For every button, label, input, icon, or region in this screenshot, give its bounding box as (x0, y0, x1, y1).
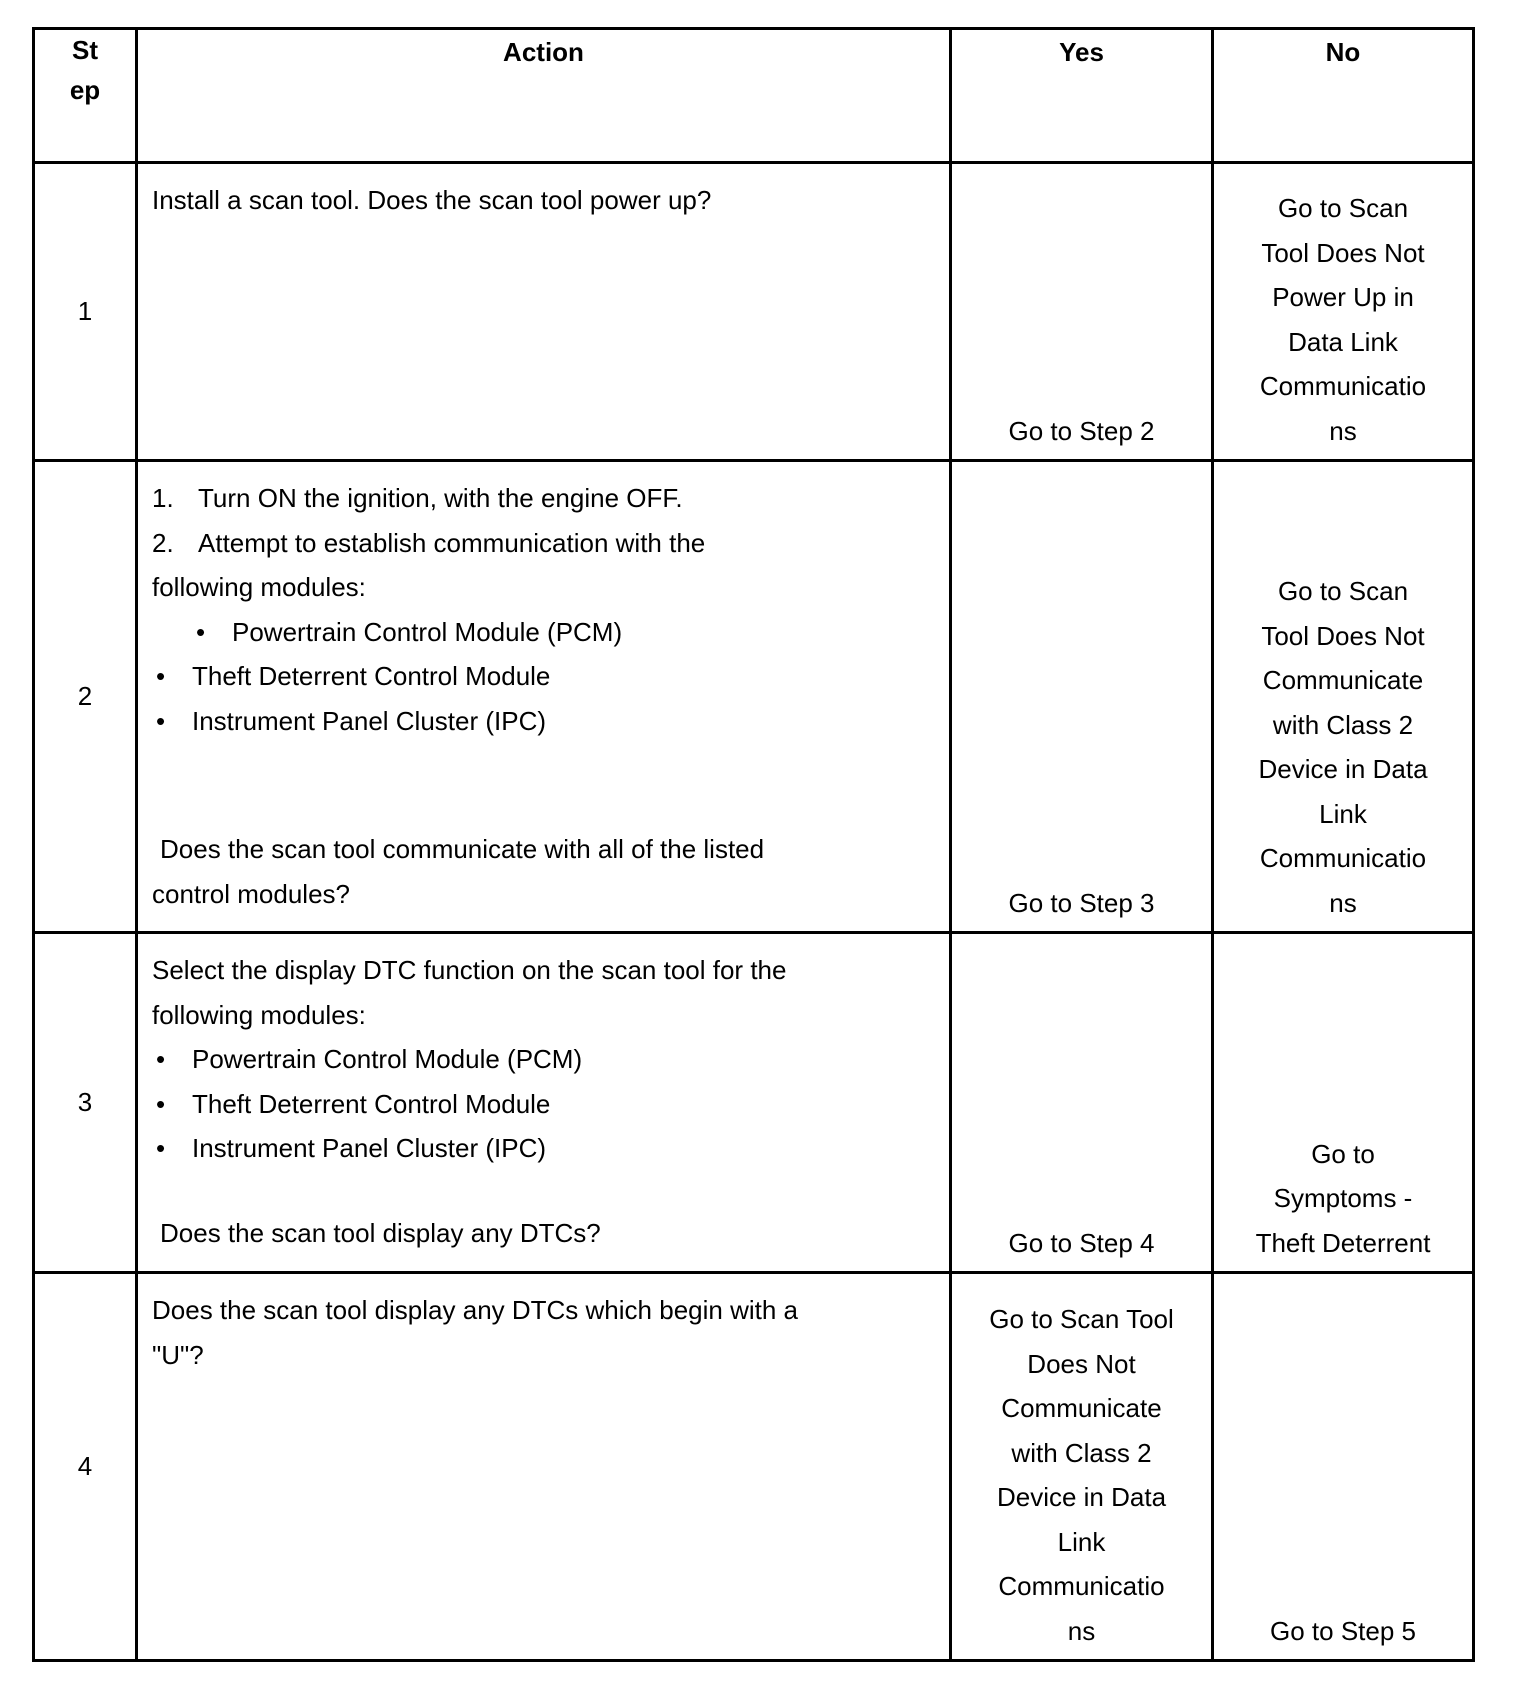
yes-cell[interactable] (951, 1273, 1213, 1661)
header-step-line1: St (72, 35, 98, 65)
bullet-text: Instrument Panel Cluster (IPC) (192, 1133, 547, 1163)
no-link[interactable]: Go to Step 5 (1270, 1615, 1416, 1646)
no-link-line: Link (1319, 798, 1367, 829)
bullet-item (152, 1126, 935, 1171)
no-link-line: ns (1329, 887, 1357, 918)
no-link-line: with Class 2 (1272, 709, 1414, 740)
continuation-text: following modules: (152, 572, 366, 602)
question-text: Does the scan tool display any DTCs? (160, 1217, 601, 1248)
intro-text: Select the display DTC function on the scan tool for the (152, 955, 787, 985)
no-link-line: Communicatio (1259, 843, 1427, 873)
bullet-text: Theft Deterrent Control Module (192, 661, 551, 691)
yes-link-line: Communicate (1001, 1393, 1162, 1423)
no-cell (1213, 1273, 1474, 1661)
yes-link-line: Does Not (1027, 1348, 1136, 1379)
table-row-step-1 (34, 163, 1474, 461)
diagnostic-table (32, 27, 1475, 1662)
table-row-step-2 (34, 461, 1474, 933)
bullet-item (152, 654, 935, 699)
item-number: 2. (152, 527, 174, 558)
item-number: 1. (152, 483, 174, 513)
bullet-item (152, 610, 935, 655)
yes-link-line: Link (1057, 1526, 1106, 1557)
question-text: control modules? (152, 878, 350, 909)
action-text: "U"? (152, 1339, 204, 1370)
no-link-line: Go to Scan (1277, 193, 1409, 223)
step-number: 3 (34, 933, 137, 1273)
action-text: Does the scan tool display any DTCs which begin with a (152, 1295, 798, 1325)
bullet-item (152, 699, 935, 744)
no-link-line: Tool Does Not (1261, 237, 1425, 268)
bullet-icon: • (156, 1088, 166, 1119)
header-row (34, 29, 1474, 163)
no-link-line: Tool Does Not (1261, 620, 1425, 651)
bullet-text: Powertrain Control Module (PCM) (192, 1044, 583, 1074)
no-link-line: Power Up in (1272, 282, 1414, 312)
no-cell[interactable] (1213, 933, 1474, 1273)
yes-link-line: Go to Scan Tool (989, 1304, 1174, 1334)
action-cell (137, 461, 951, 933)
bullet-icon: • (156, 1133, 166, 1163)
item-text: Attempt to establish communication with the (198, 527, 706, 558)
yes-cell (951, 163, 1213, 461)
spacer (152, 743, 935, 827)
bullet-icon: • (196, 616, 206, 647)
action-text: Install a scan tool. Does the scan tool power up? (152, 185, 712, 215)
intro-text: following modules: (152, 999, 366, 1030)
yes-link[interactable]: Go to Step 3 (1008, 887, 1155, 918)
spacer (152, 1171, 935, 1211)
yes-link[interactable]: Go to Step 4 (1008, 1227, 1155, 1258)
no-link-line: Communicatio (1259, 371, 1427, 401)
no-link-line: Theft Deterrent (1255, 1227, 1431, 1258)
yes-link-line: Device in Data (996, 1482, 1167, 1512)
no-link-line: Device in Data (1258, 754, 1428, 784)
bullet-icon: • (156, 705, 166, 736)
no-link-line: Go to Scan (1277, 576, 1409, 606)
no-link-line: Go to (1311, 1138, 1375, 1169)
yes-cell (951, 461, 1213, 933)
no-link-line: Communicate (1262, 665, 1424, 695)
yes-cell (951, 933, 1213, 1273)
header-step-line2: ep (69, 75, 101, 105)
numbered-item (152, 476, 935, 521)
action-cell (137, 933, 951, 1273)
yes-link[interactable]: Go to Step 2 (1008, 415, 1155, 446)
numbered-item (152, 521, 935, 566)
header-no: No (1213, 29, 1474, 163)
no-link-line: Symptoms - (1273, 1183, 1413, 1213)
bullet-item (152, 1082, 935, 1127)
header-step (34, 29, 137, 163)
bullet-item (152, 1037, 935, 1082)
question-text: Does the scan tool communicate with all of the listed (160, 834, 765, 864)
no-link-line: Data Link (1288, 326, 1398, 357)
table-row-step-3 (34, 933, 1474, 1273)
bullet-icon: • (156, 1044, 166, 1074)
bullet-text: Powertrain Control Module (PCM) (232, 616, 623, 647)
bullet-icon: • (156, 661, 166, 691)
step-number: 1 (34, 163, 137, 461)
action-cell (137, 1273, 951, 1661)
bullet-text: Theft Deterrent Control Module (192, 1088, 551, 1119)
action-cell (137, 163, 951, 461)
header-yes: Yes (951, 29, 1213, 163)
yes-link-line: Communicatio (998, 1571, 1165, 1601)
no-cell[interactable] (1213, 461, 1474, 933)
bullet-text: Instrument Panel Cluster (IPC) (192, 705, 547, 736)
item-text: Turn ON the ignition, with the engine OFF. (198, 483, 683, 513)
header-action: Action (137, 29, 951, 163)
table-row-step-4 (34, 1273, 1474, 1661)
step-number: 2 (34, 461, 137, 933)
yes-link-line: ns (1067, 1615, 1096, 1646)
step-number: 4 (34, 1273, 137, 1661)
yes-link-line: with Class 2 (1011, 1437, 1152, 1468)
no-link-line: ns (1329, 415, 1357, 446)
no-cell[interactable] (1213, 163, 1474, 461)
